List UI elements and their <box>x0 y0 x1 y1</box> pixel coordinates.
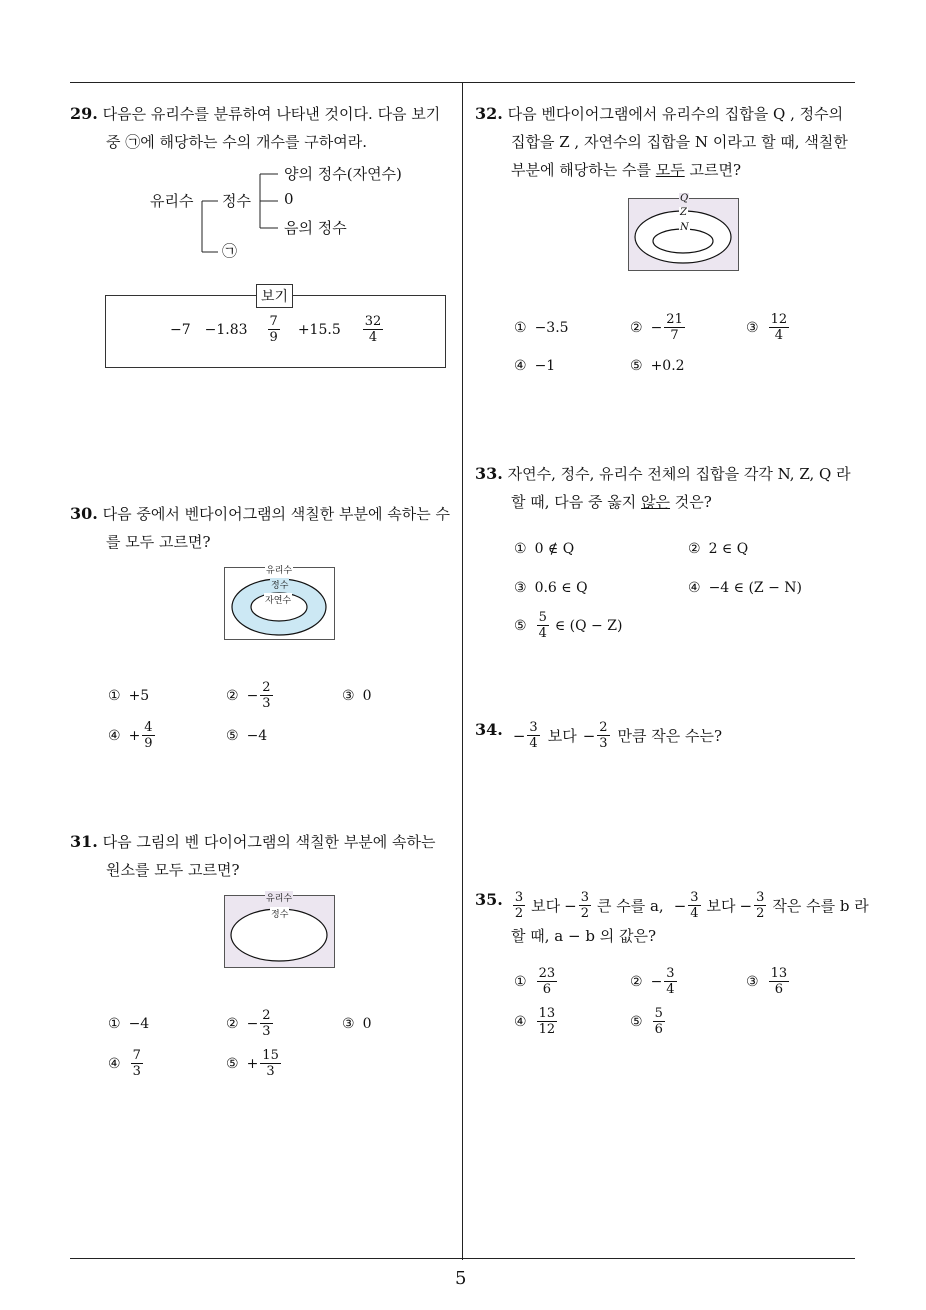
q30-opt3-value: 0 <box>362 688 372 704</box>
tree-root: 유리수 <box>150 192 194 210</box>
q35-opt1-den: 6 <box>542 982 551 997</box>
q35-f2-num: 3 <box>580 890 589 905</box>
q33-opt4-value: −4 ∈ (Z − N) <box>708 580 802 596</box>
q33-opt1-value: 0 ∉ Q <box>534 541 575 557</box>
q31-opt2-mark: ② <box>226 1015 239 1032</box>
tree-other: ㉠ <box>222 242 238 260</box>
q32-line3b: 고르면? <box>684 161 741 179</box>
q31-opt3-mark: ③ <box>342 1016 355 1032</box>
bogi-frac-1-den: 9 <box>269 330 278 345</box>
q35-t3: 보다 <box>706 897 736 915</box>
q32-venn-q: Q <box>680 193 689 204</box>
q32-opt3-num: 12 <box>770 312 788 327</box>
q34-a-num: 3 <box>529 720 538 735</box>
q32-opt2-den: 7 <box>670 328 679 343</box>
q32-option-3 <box>746 312 791 343</box>
q35-f3-num: 3 <box>690 890 699 905</box>
q30-opt2-num: 2 <box>262 680 271 695</box>
q31-opt3-value: 0 <box>362 1016 372 1032</box>
q35-f4-sign: − <box>739 896 753 915</box>
q35-t2: 큰 수를 a, <box>596 897 664 915</box>
q30-opt4-frac <box>142 720 154 751</box>
q32-opt2-num: 21 <box>666 312 683 327</box>
q32-opt5-value: +0.2 <box>650 358 685 374</box>
q35-f4-frac <box>754 890 766 921</box>
q35-opt1-mark: ① <box>514 973 527 990</box>
q32-option-1 <box>514 320 569 336</box>
q33-opt5-frac <box>537 610 549 641</box>
q31-opt5-mark: ⑤ <box>226 1055 239 1072</box>
q31-opt4-den: 3 <box>132 1064 141 1079</box>
q35-opt2-frac <box>664 966 676 997</box>
q35-opt4-mark: ④ <box>514 1013 527 1030</box>
tree-integer: 정수 <box>222 192 251 210</box>
q30-venn-outer: 유리수 <box>265 563 293 576</box>
tree-negative: 음의 정수 <box>284 219 347 237</box>
q33-option-4 <box>688 580 802 596</box>
q32-option-5 <box>630 358 685 374</box>
q34-tail: 만큼 작은 수는? <box>617 727 723 745</box>
q34-text <box>475 720 722 751</box>
q33-opt3-value: 0.6 ∈ Q <box>534 580 588 596</box>
q32-opt4-mark: ④ <box>514 358 527 374</box>
q33-option-3 <box>514 580 588 596</box>
q34-number: 34. <box>475 720 503 739</box>
bogi-frac-1 <box>268 314 280 345</box>
q35-opt3-num: 13 <box>770 966 788 981</box>
bottom-rule <box>70 1258 855 1259</box>
q35-opt3-frac <box>769 966 790 997</box>
q33-option-2 <box>688 541 748 557</box>
q33-opt2-value: 2 ∈ Q <box>708 541 749 557</box>
bogi-frac-2-num: 32 <box>364 314 382 329</box>
q35-option-4 <box>514 1006 559 1037</box>
q31-line2: 원소를 모두 고르면? <box>106 861 240 879</box>
q35-f1-den: 2 <box>514 906 524 921</box>
q34-a-sign: − <box>512 726 526 745</box>
q35-f4-num: 3 <box>756 890 765 905</box>
q35-opt2-sign: − <box>650 973 663 990</box>
q30-option-5 <box>226 728 267 744</box>
q33-opt3-mark: ③ <box>514 580 527 596</box>
q30-opt4-num: 4 <box>144 720 153 735</box>
q31-opt2-sign: − <box>246 1015 259 1032</box>
q30-opt3-mark: ③ <box>342 688 355 704</box>
q32-opt2-frac <box>664 312 685 343</box>
q33-line1: 자연수, 정수, 유리수 전체의 집합을 각각 N, Z, Q 라 <box>507 465 851 483</box>
q33-opt2-mark: ② <box>688 541 701 557</box>
q34-b-frac <box>597 720 609 751</box>
q32-venn-z: Z <box>680 207 687 218</box>
q31-option-2 <box>226 1008 275 1039</box>
q32-opt1-mark: ① <box>514 320 527 336</box>
q35-opt5-frac <box>653 1006 665 1037</box>
q35-number: 35. <box>475 890 503 909</box>
q30-opt4-den: 9 <box>144 736 153 751</box>
q30-line1: 다음 중에서 벤다이어그램의 색칠한 부분에 속하는 수 <box>102 505 451 523</box>
q35-f3-den: 4 <box>690 906 699 921</box>
page-number: 5 <box>455 1268 467 1289</box>
q31-option-5 <box>226 1048 283 1079</box>
bogi-frac-2-den: 4 <box>368 330 378 345</box>
bogi-item-3: +15.5 <box>297 321 341 338</box>
q30-option-2 <box>226 680 275 711</box>
q34-mid: 보다 <box>547 727 577 745</box>
q30-opt5-value: −4 <box>246 728 268 744</box>
q32-line3-underlined: 모두 <box>655 161 685 179</box>
q31-opt2-num: 2 <box>262 1008 271 1023</box>
q31-venn-outer: 유리수 <box>265 891 293 904</box>
q35-f2-frac <box>579 890 591 921</box>
q29-line1: 다음은 유리수를 분류하여 나타낸 것이다. 다음 보기 <box>102 105 441 123</box>
q31-opt5-frac <box>260 1048 281 1079</box>
q33-text <box>475 460 865 516</box>
q33-opt4-mark: ④ <box>688 580 701 596</box>
q30-opt2-sign: − <box>246 687 259 704</box>
q30-text <box>70 500 460 556</box>
q35-t1: 보다 <box>531 897 561 915</box>
q35-line1 <box>475 890 869 921</box>
q35-option-5 <box>630 1006 667 1037</box>
q32-opt2-sign: − <box>650 319 663 336</box>
q31-opt1-value: −4 <box>128 1016 150 1032</box>
q32-option-2 <box>630 312 687 343</box>
q32-opt2-mark: ② <box>630 319 643 336</box>
q33-line2-underlined: 않은 <box>641 493 671 511</box>
q32-opt1-value: −3.5 <box>534 320 569 336</box>
q35-f3-sign: − <box>673 896 687 915</box>
q35-opt4-den: 12 <box>538 1022 556 1037</box>
q33-opt5-num: 5 <box>538 610 547 625</box>
q35-option-1 <box>514 966 559 997</box>
q35-opt3-den: 6 <box>774 982 783 997</box>
bogi-frac-1-num: 7 <box>269 314 278 329</box>
q31-opt4-mark: ④ <box>108 1055 121 1072</box>
q29-number: 29. <box>70 104 98 123</box>
q31-opt5-num: 15 <box>262 1048 279 1063</box>
q31-opt2-den: 3 <box>262 1024 271 1039</box>
q30-venn-middle: 정수 <box>270 578 289 591</box>
q33-line2b: 것은? <box>670 493 712 511</box>
q31-venn-inner: 정수 <box>270 907 289 920</box>
q35-opt1-frac <box>537 966 558 997</box>
column-divider <box>462 82 463 1260</box>
q32-line3a: 부분에 해당하는 수를 <box>511 161 656 179</box>
q30-opt1-value: +5 <box>128 688 150 704</box>
q30-opt2-mark: ② <box>226 687 239 704</box>
q33-number: 33. <box>475 464 503 483</box>
q35-f3-frac <box>688 890 700 921</box>
q30-option-4 <box>108 720 157 751</box>
q31-option-1 <box>108 1016 149 1032</box>
q35-f4-den: 2 <box>756 906 765 921</box>
q32-venn-n: N <box>680 222 689 233</box>
q35-opt4-frac <box>537 1006 558 1037</box>
q30-venn-inner: 자연수 <box>264 593 292 606</box>
q34-a-den: 4 <box>529 736 538 751</box>
q31-opt2-frac <box>260 1008 272 1039</box>
q35-opt5-den: 6 <box>654 1022 663 1037</box>
q33-option-1 <box>514 541 574 557</box>
q32-opt4-value: −1 <box>534 358 556 374</box>
bogi-item-1: −7 <box>170 321 191 338</box>
q31-text <box>70 828 460 884</box>
q34-b-sign: − <box>582 726 596 745</box>
q29-line2: 중 ㉠에 해당하는 수의 개수를 구하여라. <box>106 133 367 151</box>
q35-option-3 <box>746 966 791 997</box>
q34-b-den: 3 <box>599 736 608 751</box>
q30-opt2-frac <box>260 680 272 711</box>
q35-option-2 <box>630 966 679 997</box>
q35-f2-sign: − <box>564 896 577 915</box>
q30-opt4-sign: + <box>128 727 141 744</box>
q35-opt2-num: 3 <box>666 966 675 981</box>
q35-opt3-mark: ③ <box>746 973 759 990</box>
q35-t4: 작은 수를 b 라 <box>772 897 869 915</box>
bogi-label: 보기 <box>256 284 293 308</box>
q32-line2: 집합을 Z , 자연수의 집합을 N 이라고 할 때, 색칠한 <box>511 133 848 151</box>
q31-opt4-num: 7 <box>132 1048 141 1063</box>
q33-opt5-mark: ⑤ <box>514 617 527 634</box>
q30-opt2-den: 3 <box>262 696 271 711</box>
q33-line2a: 할 때, 다음 중 옳지 <box>511 493 642 511</box>
tree-zero: 0 <box>284 190 294 208</box>
q35-f1-num: 3 <box>514 890 524 905</box>
tree-positive: 양의 정수(자연수) <box>284 165 402 183</box>
q30-number: 30. <box>70 504 98 523</box>
q33-opt5-rest: ∈ (Q − Z) <box>554 617 623 634</box>
q30-option-1 <box>108 688 149 704</box>
q32-number: 32. <box>475 104 503 123</box>
q31-opt1-mark: ① <box>108 1016 121 1032</box>
q31-line1: 다음 그림의 벤 다이어그램의 색칠한 부분에 속하는 <box>102 833 436 851</box>
q31-option-4 <box>108 1048 145 1079</box>
q35-f1-frac <box>513 890 525 921</box>
q34-b-num: 2 <box>599 720 608 735</box>
bogi-frac-2 <box>363 314 384 345</box>
q31-option-3 <box>342 1016 371 1032</box>
q35-line2: 할 때, a − b 의 값은? <box>511 927 656 945</box>
q33-opt1-mark: ① <box>514 541 527 557</box>
q30-opt1-mark: ① <box>108 688 121 704</box>
q35-opt4-num: 13 <box>538 1006 556 1021</box>
q32-opt3-mark: ③ <box>746 319 759 336</box>
q31-number: 31. <box>70 832 98 851</box>
q34-a-frac <box>527 720 539 751</box>
q31-opt5-sign: + <box>246 1055 259 1072</box>
q35-opt2-den: 4 <box>666 982 675 997</box>
q33-option-5 <box>514 610 622 641</box>
q35-opt5-num: 5 <box>654 1006 663 1021</box>
q30-opt4-mark: ④ <box>108 727 121 744</box>
q32-option-4 <box>514 358 555 374</box>
q30-line2: 를 모두 고르면? <box>106 533 211 551</box>
q31-opt5-den: 3 <box>266 1064 275 1079</box>
q30-option-3 <box>342 688 371 704</box>
q30-opt5-mark: ⑤ <box>226 728 239 744</box>
q32-opt5-mark: ⑤ <box>630 358 643 374</box>
bogi-item-2: −1.83 <box>204 321 248 338</box>
q32-text <box>475 100 865 184</box>
q35-opt1-num: 23 <box>538 966 556 981</box>
q32-opt3-frac <box>769 312 790 343</box>
tree-lines <box>0 0 460 280</box>
q33-opt5-den: 4 <box>538 626 547 641</box>
q35-opt5-mark: ⑤ <box>630 1013 643 1030</box>
q35-opt2-mark: ② <box>630 973 643 990</box>
bogi-items <box>170 314 385 345</box>
q32-opt3-den: 4 <box>774 328 783 343</box>
q32-line1: 다음 벤다이어그램에서 유리수의 집합을 Q , 정수의 <box>507 105 844 123</box>
q31-opt4-frac <box>131 1048 143 1079</box>
q35-f2-den: 2 <box>580 906 589 921</box>
